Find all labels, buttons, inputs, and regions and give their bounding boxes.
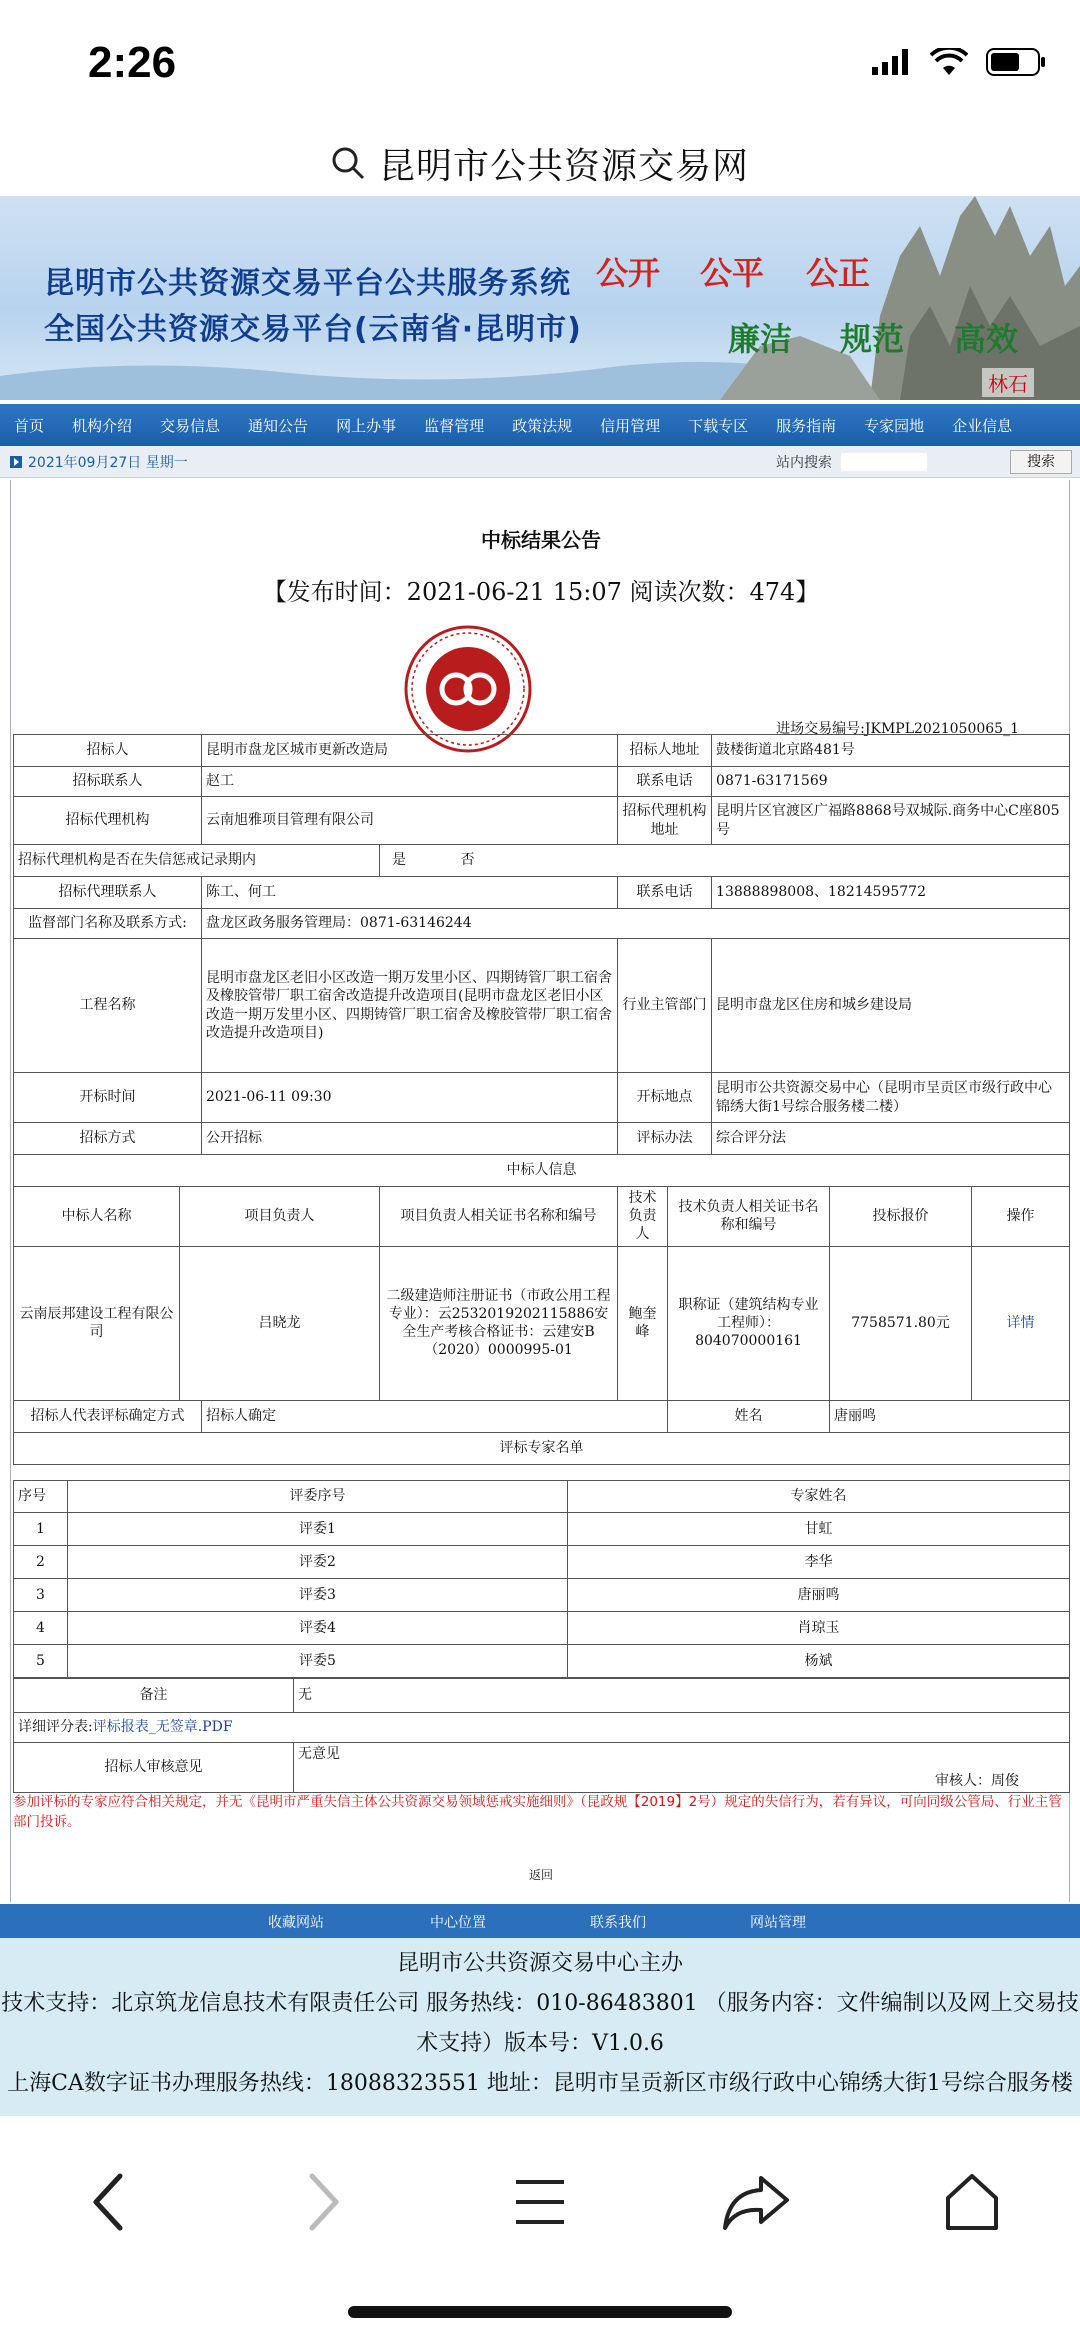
site-search-input[interactable] — [840, 452, 928, 472]
winner-price: 7758571.80元 — [830, 1246, 972, 1400]
industry-value: 昆明市盘龙区住房和城乡建设局 — [712, 939, 1070, 1073]
stone-forest-mark: 林石 — [982, 368, 1034, 397]
expert-name: 肖琼玉 — [568, 1612, 1070, 1645]
winner-header-pm-cert: 项目负责人相关证书名称和编号 — [380, 1187, 618, 1247]
table-row — [14, 1679, 1070, 1713]
industry-label: 行业主管部门 — [618, 939, 712, 1073]
banner-title-2: 全国公共资源交易平台(云南省·昆明市) — [44, 312, 582, 347]
notice-footnote: 参加评标的专家应符合相关规定，并无《昆明市严重失信主体公共资源交易领域惩戒实施细则》（昆政规【2019】2号）规定的失信行为，若有异议，可向同级公管局、行业主管部门投诉。 — [13, 1794, 1062, 1831]
table-row — [14, 1645, 1070, 1678]
winner-header-tech: 技术负责人 — [618, 1187, 668, 1247]
expert-no: 2 — [14, 1546, 68, 1579]
date-search-bar — [0, 446, 1080, 478]
table-row — [14, 1432, 1070, 1464]
table-row — [14, 1481, 1070, 1513]
back-button[interactable] — [58, 2152, 158, 2252]
remark-label: 备注 — [14, 1679, 294, 1713]
notice-content — [10, 480, 1070, 1902]
table-row — [14, 1579, 1070, 1612]
winner-pm-cert: 二级建造师注册证书（市政公用工程专业）：云2532019202115886安全生产考核合格证书：云建安B（2020）0000995-01 — [380, 1246, 618, 1400]
table-row — [14, 767, 1070, 797]
table-row — [14, 1155, 1070, 1187]
review-value: 无意见 — [298, 1746, 340, 1762]
forward-button[interactable] — [274, 2152, 374, 2252]
method-value: 公开招标 — [202, 1123, 618, 1155]
tenderer-address-value: 鼓楼街道北京路481号 — [712, 735, 1070, 767]
back-link[interactable]: 返回 — [528, 1868, 553, 1882]
expert-no: 5 — [14, 1645, 68, 1678]
expert-name: 杨斌 — [568, 1645, 1070, 1678]
address-bar[interactable] — [0, 130, 1080, 196]
nav-notices[interactable]: 通知公告 — [248, 416, 309, 435]
address-text: 昆明市公共资源交易网 — [378, 145, 749, 187]
agency-address-label: 招标代理机构地址 — [618, 797, 712, 845]
table-row — [14, 797, 1070, 845]
phone-label: 联系电话 — [618, 767, 712, 797]
credit-options — [380, 845, 1070, 877]
site-banner — [0, 196, 1080, 400]
review-label: 招标人审核意见 — [14, 1743, 294, 1793]
nav-downloads[interactable]: 下载专区 — [688, 416, 749, 435]
winner-header-price: 投标报价 — [830, 1187, 972, 1247]
winner-header-action: 操作 — [972, 1187, 1070, 1247]
agency-value: 云南旭雅项目管理有限公司 — [202, 797, 618, 845]
winner-details-link[interactable]: 详情 — [972, 1246, 1070, 1400]
agency-label: 招标代理机构 — [14, 797, 202, 845]
table-row — [14, 939, 1070, 1073]
share-button[interactable] — [706, 2152, 806, 2252]
arrow-icon — [10, 456, 22, 468]
signal-icon — [872, 49, 912, 75]
tenderer-address-label: 招标人地址 — [618, 735, 712, 767]
rep-method-value: 招标人确定 — [202, 1400, 668, 1432]
footer-support: 技术支持：北京筑龙信息技术有限责任公司 服务热线：010-86483801 （服务内容：文件编制以及网上交易技术支持）版本号：V1.0.6 — [1, 1991, 1079, 2056]
expert-name: 李华 — [568, 1546, 1070, 1579]
table-row — [14, 1743, 1070, 1793]
slogan-standard: 规范 — [840, 320, 905, 358]
home-button[interactable] — [922, 2152, 1022, 2252]
status-time: 2:26 — [88, 38, 177, 87]
eval-method-value: 综合评分法 — [712, 1123, 1070, 1155]
review-cell — [294, 1743, 1070, 1793]
table-row — [14, 1713, 1070, 1743]
agency-contact-value: 陈工、何工 — [202, 877, 618, 909]
winner-header-name: 中标人名称 — [14, 1187, 180, 1247]
expert-no: 4 — [14, 1612, 68, 1645]
nav-experts[interactable]: 专家园地 — [864, 416, 925, 435]
nav-companies[interactable]: 企业信息 — [952, 416, 1013, 435]
experts-header-seq: 评委序号 — [68, 1481, 568, 1513]
rep-name-label: 姓名 — [668, 1400, 830, 1432]
winner-name: 云南辰邦建设工程有限公司 — [14, 1246, 180, 1400]
notice-title: 中标结果公告 — [481, 528, 601, 552]
credit-label: 招标代理机构是否在失信惩戒记录期内 — [14, 845, 380, 877]
agency-contact-label: 招标代理联系人 — [14, 877, 202, 909]
search-icon — [331, 146, 365, 180]
nav-policies[interactable]: 政策法规 — [512, 416, 573, 435]
footer-link-bookmark[interactable]: 收藏网站 — [268, 1915, 324, 1931]
table-row — [14, 1513, 1070, 1546]
slogan-just: 公正 — [806, 254, 871, 292]
footer-host: 昆明市公共资源交易中心主办 — [396, 1951, 683, 1976]
expert-seq: 评委2 — [68, 1546, 568, 1579]
expert-seq: 评委4 — [68, 1612, 568, 1645]
chevron-right-icon — [304, 2172, 344, 2232]
score-file-link[interactable]: 评标报表_无签章.PDF — [92, 1719, 233, 1736]
score-label: 详细评分表: — [18, 1719, 93, 1736]
agency-phone-value: 13888898008、18214595772 — [712, 877, 1070, 909]
credit-no[interactable]: 否 — [460, 852, 475, 869]
table-row — [14, 1546, 1070, 1579]
table-row — [14, 1187, 1070, 1247]
table-row — [14, 1400, 1070, 1432]
footer-link-admin[interactable]: 网站管理 — [750, 1915, 806, 1931]
footer-address: 上海CA数字证书办理服务热线：18088323551 地址：昆明市呈贡新区市级行政中心锦绣大街1号综合服务楼 — [7, 2071, 1073, 2096]
table-row — [14, 877, 1070, 909]
tenderer-contact-value: 赵工 — [202, 767, 618, 797]
current-date: 2021年09月27日 星期一 — [28, 454, 188, 471]
table-row — [14, 909, 1070, 939]
expert-no: 1 — [14, 1513, 68, 1546]
wifi-icon — [930, 48, 968, 76]
expert-seq: 评委3 — [68, 1579, 568, 1612]
project-label: 工程名称 — [14, 939, 202, 1073]
site-search-label: 站内搜索 — [776, 454, 832, 471]
site-search-button[interactable]: 搜索 — [1010, 450, 1072, 474]
expert-seq: 评委1 — [68, 1513, 568, 1546]
rep-method-label: 招标人代表评标确定方式 — [14, 1400, 202, 1432]
footer-link-location[interactable]: 中心位置 — [430, 1915, 486, 1931]
nav-home[interactable]: 首页 — [14, 416, 45, 435]
tenderer-value: 昆明市盘龙区城市更新改造局 — [202, 735, 618, 767]
winner-tech: 鲍奎峰 — [618, 1246, 668, 1400]
nav-trade-info[interactable]: 交易信息 — [160, 416, 221, 435]
battery-icon — [986, 48, 1046, 76]
winner-section-title: 中标人信息 — [14, 1155, 1070, 1187]
home-indicator[interactable] — [348, 2306, 732, 2318]
slogan-fair: 公平 — [700, 254, 765, 292]
project-value: 昆明市盘龙区老旧小区改造一期万发里小区、四期铸管厂职工宿舍及橡胶管带厂职工宿舍改造提升改造项目(昆明市盘龙区老旧小区改造一期万发里小区、四期铸管厂职工宿舍及橡胶管带厂职工宿舍改造提升改造项目) — [202, 939, 618, 1073]
expert-no: 3 — [14, 1579, 68, 1612]
status-icons — [872, 48, 1046, 76]
footer-link-contact[interactable]: 联系我们 — [590, 1915, 646, 1931]
nav-credit[interactable]: 信用管理 — [600, 416, 661, 435]
agency-phone-label: 联系电话 — [618, 877, 712, 909]
table-row — [14, 1123, 1070, 1155]
slogan-clean: 廉洁 — [728, 320, 793, 358]
slogan-efficient: 高效 — [954, 320, 1019, 358]
supervisor-value: 盘龙区政务服务管理局：0871-63146244 — [202, 909, 1070, 939]
eval-method-label: 评标办法 — [618, 1123, 712, 1155]
footer-links — [0, 1904, 1080, 1938]
home-icon — [942, 2172, 1002, 2232]
credit-yes[interactable]: 是 — [392, 852, 406, 869]
tenderer-contact-label: 招标联系人 — [14, 767, 202, 797]
nav-online-service[interactable]: 网上办事 — [336, 416, 397, 435]
nav-about[interactable]: 机构介绍 — [72, 416, 133, 435]
open-place-label: 开标地点 — [618, 1073, 712, 1123]
supervisor-label: 监督部门名称及联系方式: — [14, 909, 202, 939]
experts-header-no: 序号 — [14, 1481, 68, 1513]
slogan-open: 公开 — [596, 254, 661, 292]
tenderer-phone-value: 0871-63171569 — [712, 767, 1070, 797]
open-place-value: 昆明市公共资源交易中心（昆明市呈贡区市级行政中心锦绣大街1号综合服务楼二楼） — [712, 1073, 1070, 1123]
remark-value: 无 — [294, 1679, 1070, 1713]
expert-name: 甘虹 — [568, 1513, 1070, 1546]
table-row — [14, 1073, 1070, 1123]
table-row — [14, 735, 1070, 767]
share-icon — [721, 2172, 791, 2232]
trade-number: 进场交易编号:JKMPL2021050065_1 — [776, 721, 1019, 737]
tenderer-label: 招标人 — [14, 735, 202, 767]
notice-meta: 【发布时间：2021-06-21 15:07 阅读次数：474】 — [262, 578, 820, 606]
main-nav — [0, 404, 1080, 446]
banner-title-1: 昆明市公共资源交易平台公共服务系统 — [44, 266, 571, 301]
winner-header-tech-cert: 技术负责人相关证书名称和编号 — [668, 1187, 830, 1247]
rep-name-value: 唐丽鸣 — [830, 1400, 1070, 1432]
table-row — [14, 1246, 1070, 1400]
chevron-left-icon — [88, 2172, 128, 2232]
winner-tech-cert: 职称证（建筑结构专业工程师）：804070000161 — [668, 1246, 830, 1400]
open-time-label: 开标时间 — [14, 1073, 202, 1123]
winner-header-pm: 项目负责人 — [180, 1187, 380, 1247]
menu-icon — [512, 2178, 568, 2226]
site-footer — [0, 1938, 1080, 2116]
experts-table — [13, 1480, 1070, 1678]
table-row — [14, 845, 1070, 877]
experts-header-name: 专家姓名 — [568, 1481, 1070, 1513]
agency-address-value: 昆明片区官渡区广福路8868号双城际.商务中心C座805号 — [712, 797, 1070, 845]
table-row — [14, 1612, 1070, 1645]
remarks-table — [13, 1678, 1070, 1793]
winner-pm: 吕晓龙 — [180, 1246, 380, 1400]
expert-name: 唐丽鸣 — [568, 1579, 1070, 1612]
open-time-value: 2021-06-11 09:30 — [202, 1073, 618, 1123]
score-row — [14, 1713, 1070, 1743]
tender-info-table — [13, 734, 1070, 1465]
reviewer: 审核人：周俊 — [935, 1772, 1019, 1789]
nav-supervision[interactable]: 监督管理 — [424, 416, 485, 435]
status-bar — [0, 0, 1080, 130]
nav-guide[interactable]: 服务指南 — [776, 416, 837, 435]
method-label: 招标方式 — [14, 1123, 202, 1155]
menu-button[interactable] — [490, 2152, 590, 2252]
experts-section-title: 评标专家名单 — [14, 1432, 1070, 1464]
expert-seq: 评委5 — [68, 1645, 568, 1678]
